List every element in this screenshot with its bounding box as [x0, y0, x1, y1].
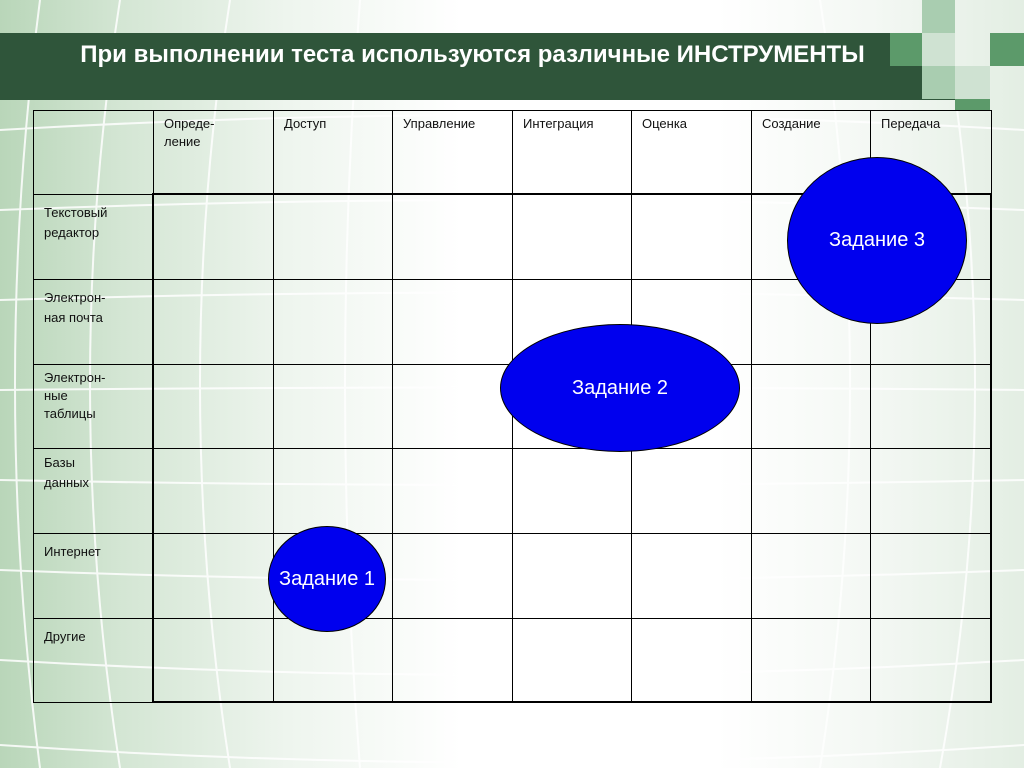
- row-header: Другие: [34, 619, 154, 703]
- row-header: Электрон- ная почта: [34, 280, 154, 365]
- table-cell: [632, 534, 752, 619]
- table-cell: [393, 365, 513, 449]
- table-cell: [752, 449, 871, 534]
- decor-square: [922, 0, 955, 33]
- table-cell: [274, 365, 393, 449]
- table-cell: [752, 534, 871, 619]
- table-cell: [393, 449, 513, 534]
- table-cell: [513, 195, 632, 280]
- table-cell: [632, 619, 752, 703]
- task-3-ellipse[interactable]: [787, 157, 967, 324]
- corner-cell: [34, 111, 154, 195]
- table-row: [34, 534, 992, 619]
- table-cell: [513, 534, 632, 619]
- table-cell: [871, 449, 992, 534]
- table-cell: [393, 619, 513, 703]
- row-header: Электрон- ные таблицы: [34, 365, 154, 449]
- table-row: [34, 449, 992, 534]
- column-header: Создание: [752, 111, 871, 195]
- column-header: Доступ: [274, 111, 393, 195]
- table-cell: [871, 619, 992, 703]
- column-header: Интеграция: [513, 111, 632, 195]
- decor-square: [990, 33, 1024, 66]
- table-cell: [513, 449, 632, 534]
- row-header: Интернет: [34, 534, 154, 619]
- table-cell: [274, 195, 393, 280]
- table-cell: [632, 195, 752, 280]
- task-1-ellipse[interactable]: [268, 526, 386, 632]
- table-cell: [752, 365, 871, 449]
- column-header: Передача: [871, 111, 992, 195]
- table-cell: [154, 449, 274, 534]
- table-cell: [513, 619, 632, 703]
- table-cell: [274, 280, 393, 365]
- table-cell: [393, 280, 513, 365]
- task-label: Задание 1: [278, 567, 375, 590]
- table-cell: [154, 534, 274, 619]
- table-cell: [154, 195, 274, 280]
- table-cell: [632, 449, 752, 534]
- task-label: Задание 3: [828, 229, 925, 251]
- row-header: Текстовый редактор: [34, 195, 154, 280]
- table-cell: [154, 365, 274, 449]
- decor-square: [922, 33, 955, 66]
- column-header: Оценка: [632, 111, 752, 195]
- table-cell: [752, 619, 871, 703]
- decor-square: [922, 66, 955, 99]
- decor-square: [890, 33, 923, 66]
- table-cell: [871, 365, 992, 449]
- table-cell: [274, 449, 393, 534]
- column-header: Опреде- ление: [154, 111, 274, 195]
- slide-title: При выполнении теста используются различные ИНСТРУМЕНТЫ: [80, 41, 865, 68]
- table-cell: [393, 195, 513, 280]
- task-label: Задание 2: [571, 376, 668, 399]
- column-header: Управление: [393, 111, 513, 195]
- table-cell: [154, 619, 274, 703]
- task-2-ellipse[interactable]: [500, 324, 740, 452]
- table-cell: [154, 280, 274, 365]
- decor-square: [955, 66, 990, 99]
- table-cell: [393, 534, 513, 619]
- table-cell: [871, 534, 992, 619]
- table-row: [34, 619, 992, 703]
- row-header: Базы данных: [34, 449, 154, 534]
